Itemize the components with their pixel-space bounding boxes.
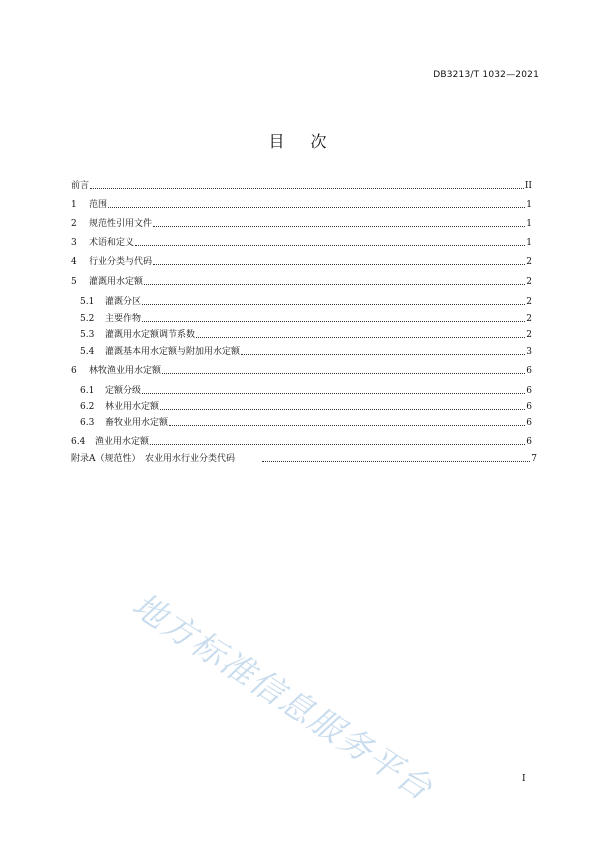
toc-leader <box>169 425 525 426</box>
document-code: DB3213/T 1032—2021 <box>433 70 539 80</box>
toc-entry-label: 附录A（规范性） 农业用水行业分类代码 <box>71 454 236 464</box>
toc-entry-6-1[interactable] <box>80 385 532 397</box>
toc-entry-5-3[interactable] <box>80 329 532 341</box>
toc-entry-4[interactable] <box>71 256 532 268</box>
toc-entry-page: 6 <box>526 418 532 428</box>
toc-leader <box>142 321 525 322</box>
toc-leader <box>142 393 525 394</box>
toc-entry-page: II <box>524 181 532 191</box>
toc-entry-label: 前言 <box>71 181 90 191</box>
toc-entry-page: 1 <box>526 200 532 210</box>
toc-leader <box>153 264 525 265</box>
toc-entry-number: 6.1 <box>80 386 95 396</box>
toc-leader <box>90 188 524 189</box>
toc-entry-5[interactable] <box>71 276 532 288</box>
toc-entry-number: 5.2 <box>80 314 95 324</box>
toc-entry-appendix-a[interactable] <box>71 453 537 465</box>
toc-entry-number: 5.1 <box>80 297 95 307</box>
toc-entry-label: 术语和定义 <box>89 238 135 248</box>
toc-leader <box>135 245 525 246</box>
toc-entry-6-4[interactable] <box>71 436 532 448</box>
toc-entry-label: 灌溉分区 <box>105 297 142 307</box>
toc-entry-label: 范围 <box>89 200 108 210</box>
toc-entry-page: 2 <box>526 330 532 340</box>
toc-leader <box>142 304 525 305</box>
toc-entry-number: 5 <box>71 277 77 287</box>
toc-entry-2[interactable] <box>71 218 532 230</box>
toc-entry-number: 6.3 <box>80 418 95 428</box>
toc-leader <box>262 461 530 462</box>
toc-entry-label: 行业分类与代码 <box>89 257 153 267</box>
toc-entry-page: 2 <box>526 257 532 267</box>
toc-entry-6-3[interactable] <box>80 417 532 429</box>
toc-entry-label: 灌溉基本用水定额与附加用水定额 <box>105 347 241 357</box>
toc-entry-foreword[interactable] <box>71 180 532 192</box>
toc-entry-page: 1 <box>526 238 532 248</box>
toc-leader <box>162 373 525 374</box>
toc-entry-5-2[interactable] <box>80 313 532 325</box>
toc-entry-page: 2 <box>526 297 532 307</box>
toc-entry-label: 定额分级 <box>105 386 142 396</box>
toc-entry-number: 5.4 <box>80 347 95 357</box>
toc-entry-6-2[interactable] <box>80 401 532 413</box>
toc-entry-label: 林业用水定额 <box>105 402 160 412</box>
toc-entry-page: 2 <box>526 277 532 287</box>
toc-entry-5-1[interactable] <box>80 296 532 308</box>
toc-entry-page: 6 <box>526 386 532 396</box>
toc-entry-3[interactable] <box>71 237 532 249</box>
toc-leader <box>144 284 525 285</box>
watermark: 地方标准信息服务平台 <box>125 585 441 809</box>
toc-leader <box>108 207 525 208</box>
toc-leader <box>160 409 525 410</box>
toc-entry-page: 2 <box>526 314 532 324</box>
toc-entry-number: 6.2 <box>80 402 95 412</box>
toc-leader <box>150 444 525 445</box>
toc-entry-label: 主要作物 <box>105 314 142 324</box>
toc-entry-number: 1 <box>71 200 77 210</box>
toc-entry-label: 渔业用水定额 <box>95 437 150 447</box>
toc-entry-number: 5.3 <box>80 330 95 340</box>
toc-entry-label: 畜牧业用水定额 <box>105 418 169 428</box>
toc-entry-5-4[interactable] <box>80 346 532 358</box>
toc-entry-page: 6 <box>526 402 532 412</box>
toc-entry-6[interactable] <box>71 365 532 377</box>
toc-entry-label: 规范性引用文件 <box>89 219 153 229</box>
toc-leader <box>196 337 525 338</box>
page-title: 目次 <box>268 132 353 151</box>
toc-entry-1[interactable] <box>71 199 532 211</box>
toc-entry-label: 灌溉用水定额 <box>89 277 144 287</box>
toc-entry-page: 7 <box>531 454 537 464</box>
toc-leader <box>153 226 525 227</box>
toc-entry-number: 6.4 <box>71 437 86 447</box>
toc-entry-label: 林牧渔业用水定额 <box>89 366 162 376</box>
toc-entry-number: 4 <box>71 257 77 267</box>
toc-entry-number: 6 <box>71 366 77 376</box>
toc-entry-number: 2 <box>71 219 77 229</box>
toc-leader <box>241 354 525 355</box>
toc-entry-page: 1 <box>526 219 532 229</box>
toc-entry-number: 3 <box>71 238 77 248</box>
toc-entry-label: 灌溉用水定额调节系数 <box>105 330 196 340</box>
toc-entry-page: 3 <box>526 347 532 357</box>
toc-entry-page: 6 <box>526 437 532 447</box>
toc-entry-page: 6 <box>526 366 532 376</box>
page-number: I <box>522 774 526 784</box>
